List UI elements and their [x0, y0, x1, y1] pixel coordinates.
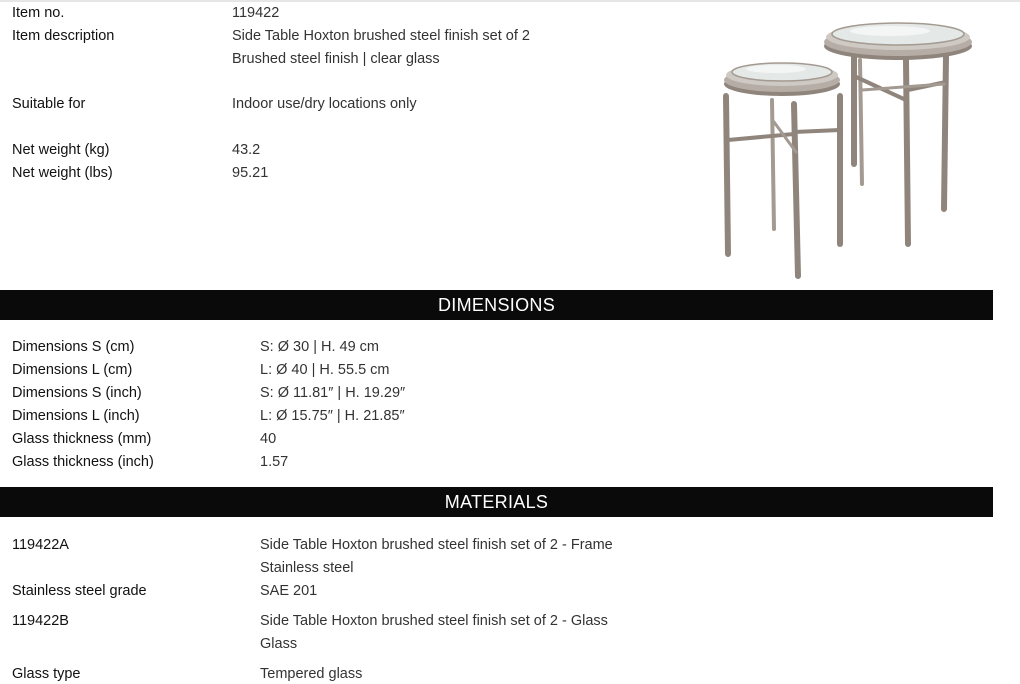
item-no-value: 119422	[232, 5, 280, 21]
item-description-line2: Brushed steel finish | clear glass	[232, 51, 440, 67]
dimension-label: Glass thickness (inch)	[12, 454, 154, 470]
dimension-value: 1.57	[260, 454, 289, 470]
dimension-label: Dimensions S (inch)	[12, 385, 142, 401]
item-no-label: Item no.	[12, 5, 65, 21]
dimension-label: Glass thickness (mm)	[12, 431, 152, 447]
item-description-label: Item description	[12, 28, 115, 44]
dimension-label: Dimensions L (cm)	[12, 362, 133, 378]
dimension-value: L: Ø 40 | H. 55.5 cm	[260, 362, 390, 378]
glass-description: Side Table Hoxton brushed steel finish set of 2 - Glass	[260, 613, 608, 629]
net-weight-kg-value: 43.2	[232, 142, 261, 158]
net-weight-kg-label: Net weight (kg)	[12, 142, 110, 158]
frame-material: Stainless steel	[260, 560, 354, 576]
suitable-for-label: Suitable for	[12, 96, 86, 112]
steel-grade-value: SAE 201	[260, 583, 318, 599]
dimension-value: S: Ø 11.81″ | H. 19.29″	[260, 385, 406, 401]
materials-heading: MATERIALS	[0, 487, 993, 517]
glass-type-value: Tempered glass	[260, 666, 363, 682]
side-table-pair-illustration	[712, 4, 982, 282]
net-weight-lbs-value: 95.21	[232, 165, 269, 181]
dimensions-heading: DIMENSIONS	[0, 290, 993, 320]
steel-grade-label: Stainless steel grade	[12, 583, 147, 599]
glass-code: 119422B	[12, 613, 69, 629]
top-divider	[0, 0, 1020, 2]
suitable-for-value: Indoor use/dry locations only	[232, 96, 417, 112]
dimension-value: S: Ø 30 | H. 49 cm	[260, 339, 380, 355]
dimension-value: 40	[260, 431, 277, 447]
dimension-label: Dimensions S (cm)	[12, 339, 135, 355]
dimension-label: Dimensions L (inch)	[12, 408, 140, 424]
net-weight-lbs-label: Net weight (lbs)	[12, 165, 113, 181]
frame-code: 119422A	[12, 537, 69, 553]
glass-material: Glass	[260, 636, 298, 652]
glass-type-label: Glass type	[12, 666, 81, 682]
item-description-line1: Side Table Hoxton brushed steel finish set of 2	[232, 28, 530, 44]
dimension-value: L: Ø 15.75″ | H. 21.85″	[260, 408, 405, 424]
frame-description: Side Table Hoxton brushed steel finish set of 2 - Frame	[260, 537, 613, 553]
